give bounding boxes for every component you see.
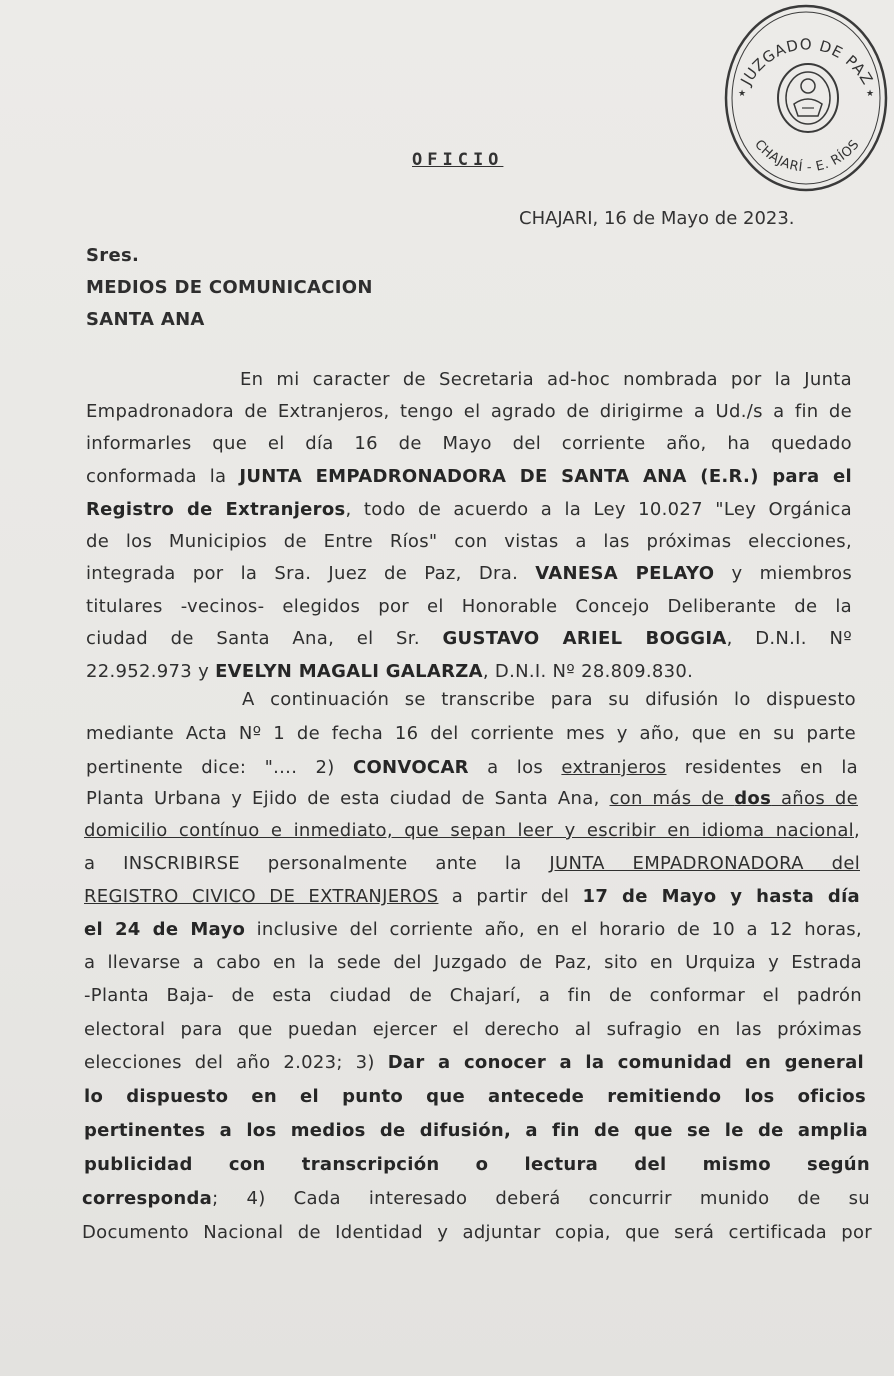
svg-text:CHAJARÍ - E. RÍOS: [751, 137, 862, 175]
paragraph-2-line-6: a INSCRIBIRSE personalmente ante la JUNTA EMPADRONADORA del: [84, 853, 860, 874]
paragraph-1-line-2: Empadronadora de Extranjeros, tengo el agrado de dirigirme a Ud./s a fin de: [86, 401, 852, 422]
svg-text:★: ★: [737, 89, 747, 99]
svg-text:★: ★: [865, 89, 875, 99]
paragraph-2-line-7: REGISTRO CIVICO DE EXTRANJEROS a partir del 17 de Mayo y hasta día: [84, 886, 860, 907]
paragraph-1-line-5: Registro de Extranjeros, todo de acuerdo a la Ley 10.027 "Ley Orgánica: [86, 499, 852, 520]
stamp-bottom-text: CHAJARÍ - E. RÍOS: [751, 137, 863, 176]
svg-text:JUZGADO DE PAZ: [737, 35, 877, 89]
paragraph-2-line-9: a llevarse a cabo en la sede del Juzgado de Paz, sito en Urquiza y Estrada: [84, 952, 862, 973]
paragraph-2-line-3: pertinente dice: ".... 2) CONVOCAR a los extranjeros residentes en la: [86, 757, 859, 778]
paragraph-1-line-8: titulares -vecinos- elegidos por el Honorable Concejo Deliberante de la: [86, 596, 852, 617]
paragraph-2-line-13: lo dispuesto en el punto que antecede remitiendo los oficios: [84, 1086, 866, 1107]
paragraph-1-line-9: ciudad de Santa Ana, el Sr. GUSTAVO ARIEL BOGGIA, D.N.I. Nº: [86, 628, 852, 649]
paragraph-2-line-8: el 24 de Mayo inclusive del corriente año, en el horario de 10 a 12 horas,: [84, 919, 863, 940]
paragraph-2-line-17: Documento Nacional de Identidad y adjuntar copia, que será certificada por: [82, 1222, 872, 1243]
paragraph-1-line-1: En mi caracter de Secretaria ad-hoc nombrada por la Junta: [240, 369, 852, 390]
addressee-salutation: Sres.: [86, 245, 140, 266]
addressee-place: SANTA ANA: [86, 309, 205, 330]
paragraph-1-line-10: 22.952.973 y EVELYN MAGALI GALARZA, D.N.I. Nº 28.809.830.: [86, 661, 694, 682]
paragraph-2-line-5: domicilio contínuo e inmediato, que sepan leer y escribir en idioma nacional,: [84, 820, 860, 841]
paragraph-2-line-11: electoral para que puedan ejercer el derecho al sufragio en las próximas: [84, 1019, 862, 1040]
paragraph-2-line-16: corresponda; 4) Cada interesado deberá concurrir munido de su: [82, 1188, 870, 1209]
addressee-name: MEDIOS DE COMUNICACION: [86, 277, 373, 298]
stamp-top-text: JUZGADO DE PAZ: [737, 35, 877, 89]
paragraph-2-line-4: Planta Urbana y Ejido de esta ciudad de Santa Ana, con más de dos años de: [86, 788, 858, 809]
paragraph-2-line-15: publicidad con transcripción o lectura del mismo según: [84, 1154, 870, 1175]
paragraph-1-line-6: de los Municipios de Entre Ríos" con vistas a las próximas elecciones,: [86, 531, 852, 552]
paragraph-2-line-10: -Planta Baja- de esta ciudad de Chajarí, a fin de conformar el padrón: [84, 985, 862, 1006]
court-seal-stamp: [722, 0, 888, 194]
document-title: OFICIO: [412, 150, 504, 170]
date-line: CHAJARI, 16 de Mayo de 2023.: [519, 208, 795, 229]
paragraph-2-line-14: pertinentes a los medios de difusión, a fin de que se le de amplia: [84, 1120, 868, 1141]
paragraph-1-line-4: conformada la JUNTA EMPADRONADORA DE SANTA ANA (E.R.) para el: [86, 466, 852, 487]
paragraph-2-line-1: A continuación se transcribe para su difusión lo dispuesto: [242, 689, 856, 710]
paragraph-1-line-7: integrada por la Sra. Juez de Paz, Dra. VANESA PELAYO y miembros: [86, 563, 852, 584]
paragraph-2-line-2: mediante Acta Nº 1 de fecha 16 del corriente mes y año, que en su parte: [86, 723, 856, 744]
paragraph-2-line-12: elecciones del año 2.023; 3) Dar a conocer a la comunidad en general: [84, 1052, 864, 1073]
paragraph-1-line-3: informarles que el día 16 de Mayo del corriente año, ha quedado: [86, 433, 852, 454]
